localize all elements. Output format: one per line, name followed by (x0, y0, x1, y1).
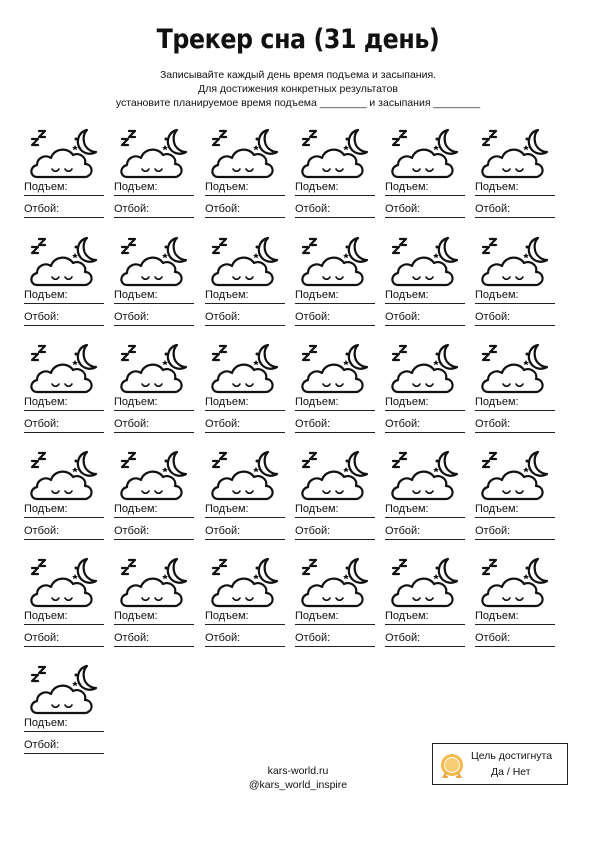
sleep-label: Отбой: (475, 632, 511, 644)
sleeping-cloud-moon-icon (209, 340, 281, 398)
sleep-time-field[interactable] (205, 630, 285, 647)
sleep-label: Отбой: (385, 311, 421, 323)
day-cell (114, 554, 196, 654)
sleep-label: Отбой: (24, 525, 60, 537)
wake-time-field[interactable] (205, 501, 285, 518)
sleep-time-field[interactable] (475, 309, 555, 326)
wake-time-field[interactable] (114, 287, 194, 304)
sleeping-cloud-moon-icon (299, 340, 371, 398)
sleep-time-field[interactable] (114, 630, 194, 647)
sleeping-cloud-moon-icon (299, 233, 371, 291)
day-cell (205, 447, 287, 547)
sleep-time-field[interactable] (205, 416, 285, 433)
sleeping-cloud-moon-icon (118, 554, 190, 612)
sleeping-cloud-moon-icon (389, 340, 461, 398)
day-cell (114, 340, 196, 440)
sleep-time-field[interactable] (385, 416, 465, 433)
wake-time-field[interactable] (475, 394, 555, 411)
sleep-label: Отбой: (205, 525, 241, 537)
wake-time-field[interactable] (114, 608, 194, 625)
sleeping-cloud-moon-icon (28, 125, 100, 183)
sleep-label: Отбой: (205, 418, 241, 430)
wake-time-field[interactable] (295, 501, 375, 518)
sleep-label: Отбой: (295, 525, 331, 537)
wake-time-field[interactable] (385, 287, 465, 304)
sleep-label: Отбой: (205, 632, 241, 644)
sleep-time-field[interactable] (295, 523, 375, 540)
wake-time-field[interactable] (24, 287, 104, 304)
sleeping-cloud-moon-icon (209, 447, 281, 505)
wake-label: Подъем: (24, 610, 68, 622)
day-cell (475, 554, 557, 654)
wake-time-field[interactable] (475, 287, 555, 304)
sleeping-cloud-moon-icon (28, 447, 100, 505)
sleep-label: Отбой: (385, 203, 421, 215)
sleeping-cloud-moon-icon (28, 340, 100, 398)
sleep-label: Отбой: (205, 311, 241, 323)
sleeping-cloud-moon-icon (209, 233, 281, 291)
sleep-time-field[interactable] (295, 309, 375, 326)
sleep-time-field[interactable] (114, 309, 194, 326)
wake-label: Подъем: (205, 181, 249, 193)
sleep-label: Отбой: (295, 203, 331, 215)
sleep-label: Отбой: (295, 632, 331, 644)
instructions-line-1: Записывайте каждый день время подъема и засыпания. (159, 69, 437, 81)
wake-time-field[interactable] (114, 179, 194, 196)
sleep-time-field[interactable] (295, 630, 375, 647)
wake-time-field[interactable] (24, 608, 104, 625)
day-cell (24, 233, 106, 333)
page-title: Трекер сна (31 день) (156, 24, 440, 55)
day-cell (385, 340, 467, 440)
sleeping-cloud-moon-icon (118, 340, 190, 398)
wake-time-field[interactable] (475, 179, 555, 196)
wake-time-field[interactable] (475, 501, 555, 518)
wake-time-field[interactable] (295, 287, 375, 304)
day-cell (205, 125, 287, 225)
sleep-time-field[interactable] (24, 737, 104, 754)
day-cell (475, 233, 557, 333)
sleep-label: Отбой: (205, 203, 241, 215)
sleep-label: Отбой: (114, 311, 150, 323)
sleep-time-field[interactable] (24, 630, 104, 647)
sleep-label: Отбой: (24, 632, 60, 644)
sleeping-cloud-moon-icon (389, 447, 461, 505)
wake-label: Подъем: (114, 181, 158, 193)
sleeping-cloud-moon-icon (479, 233, 551, 291)
wake-time-field[interactable] (205, 608, 285, 625)
sleep-label: Отбой: (114, 418, 150, 430)
wake-label: Подъем: (205, 610, 249, 622)
day-cell (205, 340, 287, 440)
wake-label: Подъем: (475, 181, 519, 193)
day-cell (295, 340, 377, 440)
sleep-time-field[interactable] (24, 201, 104, 218)
sleep-time-field[interactable] (114, 523, 194, 540)
sleeping-cloud-moon-icon (479, 340, 551, 398)
sleep-time-field[interactable] (475, 630, 555, 647)
sleep-time-field[interactable] (475, 201, 555, 218)
sleeping-cloud-moon-icon (389, 554, 461, 612)
wake-label: Подъем: (475, 396, 519, 408)
wake-label: Подъем: (475, 610, 519, 622)
day-cell (475, 340, 557, 440)
sleep-time-field[interactable] (205, 201, 285, 218)
footer-handle: @kars_world_inspire (248, 779, 348, 791)
wake-time-field[interactable] (385, 394, 465, 411)
sleep-label: Отбой: (114, 203, 150, 215)
sleeping-cloud-moon-icon (118, 125, 190, 183)
sleep-time-field[interactable] (385, 201, 465, 218)
sleeping-cloud-moon-icon (209, 125, 281, 183)
wake-time-field[interactable] (295, 394, 375, 411)
sleep-label: Отбой: (475, 418, 511, 430)
wake-label: Подъем: (385, 396, 429, 408)
sleep-time-field[interactable] (295, 201, 375, 218)
wake-label: Подъем: (475, 503, 519, 515)
wake-label: Подъем: (385, 181, 429, 193)
wake-time-field[interactable] (385, 608, 465, 625)
day-cell (24, 125, 106, 225)
day-cell (385, 554, 467, 654)
wake-time-field[interactable] (114, 394, 194, 411)
wake-time-field[interactable] (205, 179, 285, 196)
wake-label: Подъем: (295, 610, 339, 622)
sleep-time-field[interactable] (385, 309, 465, 326)
instructions-line-3: установите планируемое время подъема ________ и засыпания ________ (115, 97, 481, 109)
sleeping-cloud-moon-icon (28, 661, 100, 719)
wake-time-field[interactable] (24, 394, 104, 411)
wake-time-field[interactable] (385, 501, 465, 518)
sleep-label: Отбой: (385, 525, 421, 537)
sleep-time-field[interactable] (385, 630, 465, 647)
day-cell (295, 447, 377, 547)
wake-label: Подъем: (114, 610, 158, 622)
day-cell (114, 125, 196, 225)
goal-options[interactable]: Да / Нет (491, 766, 531, 778)
sleep-label: Отбой: (385, 632, 421, 644)
sleeping-cloud-moon-icon (209, 554, 281, 612)
day-cell (24, 661, 106, 761)
wake-time-field[interactable] (24, 715, 104, 732)
wake-label: Подъем: (295, 503, 339, 515)
sleeping-cloud-moon-icon (118, 447, 190, 505)
sleeping-cloud-moon-icon (299, 125, 371, 183)
day-cell (205, 554, 287, 654)
medal-icon (439, 752, 465, 778)
sleeping-cloud-moon-icon (389, 125, 461, 183)
day-cell (24, 340, 106, 440)
day-cell (475, 447, 557, 547)
sleep-time-field[interactable] (114, 201, 194, 218)
wake-label: Подъем: (385, 503, 429, 515)
sleeping-cloud-moon-icon (28, 554, 100, 612)
sleep-label: Отбой: (24, 739, 60, 751)
wake-label: Подъем: (24, 181, 68, 193)
sleep-time-field[interactable] (24, 523, 104, 540)
wake-label: Подъем: (205, 396, 249, 408)
wake-label: Подъем: (205, 289, 249, 301)
wake-time-field[interactable] (205, 394, 285, 411)
sleep-label: Отбой: (475, 525, 511, 537)
wake-label: Подъем: (475, 289, 519, 301)
wake-label: Подъем: (295, 396, 339, 408)
wake-label: Подъем: (114, 396, 158, 408)
sleeping-cloud-moon-icon (389, 233, 461, 291)
wake-label: Подъем: (24, 396, 68, 408)
sleep-label: Отбой: (114, 525, 150, 537)
sleep-time-field[interactable] (295, 416, 375, 433)
day-cell (385, 447, 467, 547)
sleep-time-field[interactable] (475, 523, 555, 540)
wake-time-field[interactable] (114, 501, 194, 518)
sleep-time-field[interactable] (385, 523, 465, 540)
sleep-time-field[interactable] (24, 416, 104, 433)
wake-label: Подъем: (114, 503, 158, 515)
wake-label: Подъем: (295, 289, 339, 301)
sleep-label: Отбой: (24, 418, 60, 430)
wake-label: Подъем: (205, 503, 249, 515)
wake-time-field[interactable] (385, 179, 465, 196)
sleep-label: Отбой: (475, 311, 511, 323)
day-cell (295, 233, 377, 333)
wake-label: Подъем: (114, 289, 158, 301)
sleeping-cloud-moon-icon (118, 233, 190, 291)
day-cell (475, 125, 557, 225)
sleep-time-field[interactable] (475, 416, 555, 433)
sleep-time-field[interactable] (205, 523, 285, 540)
sleep-time-field[interactable] (205, 309, 285, 326)
goal-label: Цель достигнута (471, 750, 553, 762)
sleep-label: Отбой: (114, 632, 150, 644)
day-cell (24, 447, 106, 547)
wake-label: Подъем: (24, 717, 68, 729)
wake-time-field[interactable] (24, 501, 104, 518)
sleep-label: Отбой: (24, 311, 60, 323)
wake-time-field[interactable] (475, 608, 555, 625)
wake-label: Подъем: (385, 289, 429, 301)
sleep-label: Отбой: (295, 418, 331, 430)
day-cell (24, 554, 106, 654)
sleeping-cloud-moon-icon (299, 447, 371, 505)
instructions-line-2: Для достижения конкретных результатов (198, 83, 398, 95)
goal-box[interactable] (432, 743, 568, 785)
sleeping-cloud-moon-icon (479, 554, 551, 612)
day-cell (114, 447, 196, 547)
sleeping-cloud-moon-icon (479, 125, 551, 183)
day-cell (385, 233, 467, 333)
day-cell (295, 125, 377, 225)
wake-label: Подъем: (295, 181, 339, 193)
footer-site: kars-world.ru (267, 765, 329, 777)
day-cell (295, 554, 377, 654)
sleeping-cloud-moon-icon (299, 554, 371, 612)
sleep-time-field[interactable] (24, 309, 104, 326)
wake-time-field[interactable] (205, 287, 285, 304)
wake-label: Подъем: (24, 503, 68, 515)
sleep-time-field[interactable] (114, 416, 194, 433)
sleep-label: Отбой: (385, 418, 421, 430)
sleep-label: Отбой: (24, 203, 60, 215)
wake-time-field[interactable] (295, 179, 375, 196)
wake-time-field[interactable] (24, 179, 104, 196)
sleep-label: Отбой: (295, 311, 331, 323)
wake-time-field[interactable] (295, 608, 375, 625)
sleep-label: Отбой: (475, 203, 511, 215)
day-cell (205, 233, 287, 333)
wake-label: Подъем: (24, 289, 68, 301)
day-cell (385, 125, 467, 225)
sleeping-cloud-moon-icon (28, 233, 100, 291)
day-cell (114, 233, 196, 333)
wake-label: Подъем: (385, 610, 429, 622)
sleeping-cloud-moon-icon (479, 447, 551, 505)
